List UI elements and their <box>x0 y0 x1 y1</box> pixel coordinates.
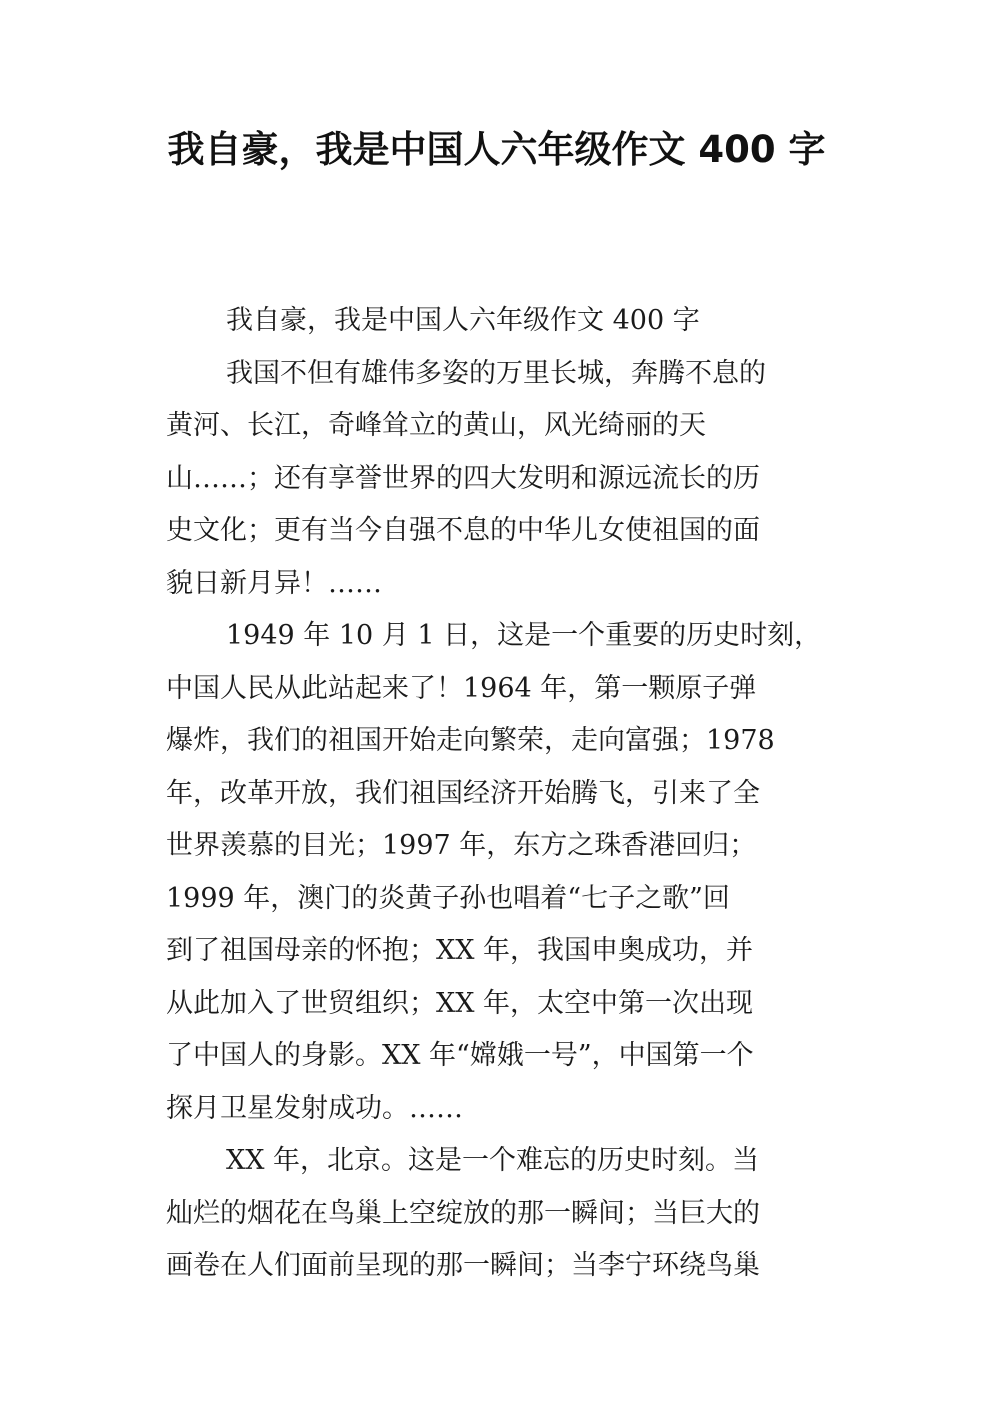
text-line: 从此加入了世贸组织；XX 年，太空中第一次出现 <box>166 987 754 1019</box>
text-line: 山……；还有享誉世界的四大发明和源远流长的历 <box>166 462 760 494</box>
text-line: 1999 年，澳门的炎黄子孙也唱着“七子之歌”回 <box>166 882 730 914</box>
text-line: 我自豪，我是中国人六年级作文 400 字 <box>226 305 700 336</box>
text-line: 1949 年 10 月 1 日，这是一个重要的历史时刻， <box>226 620 822 651</box>
paragraph-heading <box>166 295 828 348</box>
document-title: 我自豪，我是中国人六年级作文 400 字 <box>167 128 826 171</box>
paragraph-landmarks <box>166 348 828 611</box>
text-line: 黄河、长江，奇峰耸立的黄山，风光绮丽的天 <box>166 410 706 441</box>
text-line: 灿烂的烟花在鸟巢上空绽放的那一瞬间；当巨大的 <box>166 1197 760 1229</box>
text-line: 到了祖国母亲的怀抱；XX 年，我国申奥成功，并 <box>166 935 754 966</box>
text-line: 我国不但有雄伟多姿的万里长城，奔腾不息的 <box>226 357 766 389</box>
text-line: 了中国人的身影。XX 年“嫦娥一号”，中国第一个 <box>166 1040 754 1071</box>
text-line: 探月卫星发射成功。…… <box>166 1092 463 1124</box>
text-line: 画卷在人们面前呈现的那一瞬间；当李宁环绕鸟巢 <box>166 1250 760 1281</box>
paragraph-beijing <box>166 1135 828 1293</box>
text-line: 世界羡慕的目光；1997 年，东方之珠香港回归； <box>166 830 757 861</box>
document-body <box>166 295 828 1293</box>
paragraph-history <box>166 610 828 1135</box>
text-line: 爆炸，我们的祖国开始走向繁荣，走向富强；1978 <box>166 725 775 756</box>
text-line: 史文化；更有当今自强不息的中华儿女使祖国的面 <box>166 515 760 546</box>
text-line: 貌日新月异！…… <box>166 567 382 599</box>
text-line: XX 年，北京。这是一个难忘的历史时刻。当 <box>226 1145 760 1176</box>
text-line: 中国人民从此站起来了！1964 年，第一颗原子弹 <box>166 672 757 704</box>
text-line: 年，改革开放，我们祖国经济开始腾飞，引来了全 <box>166 777 760 809</box>
